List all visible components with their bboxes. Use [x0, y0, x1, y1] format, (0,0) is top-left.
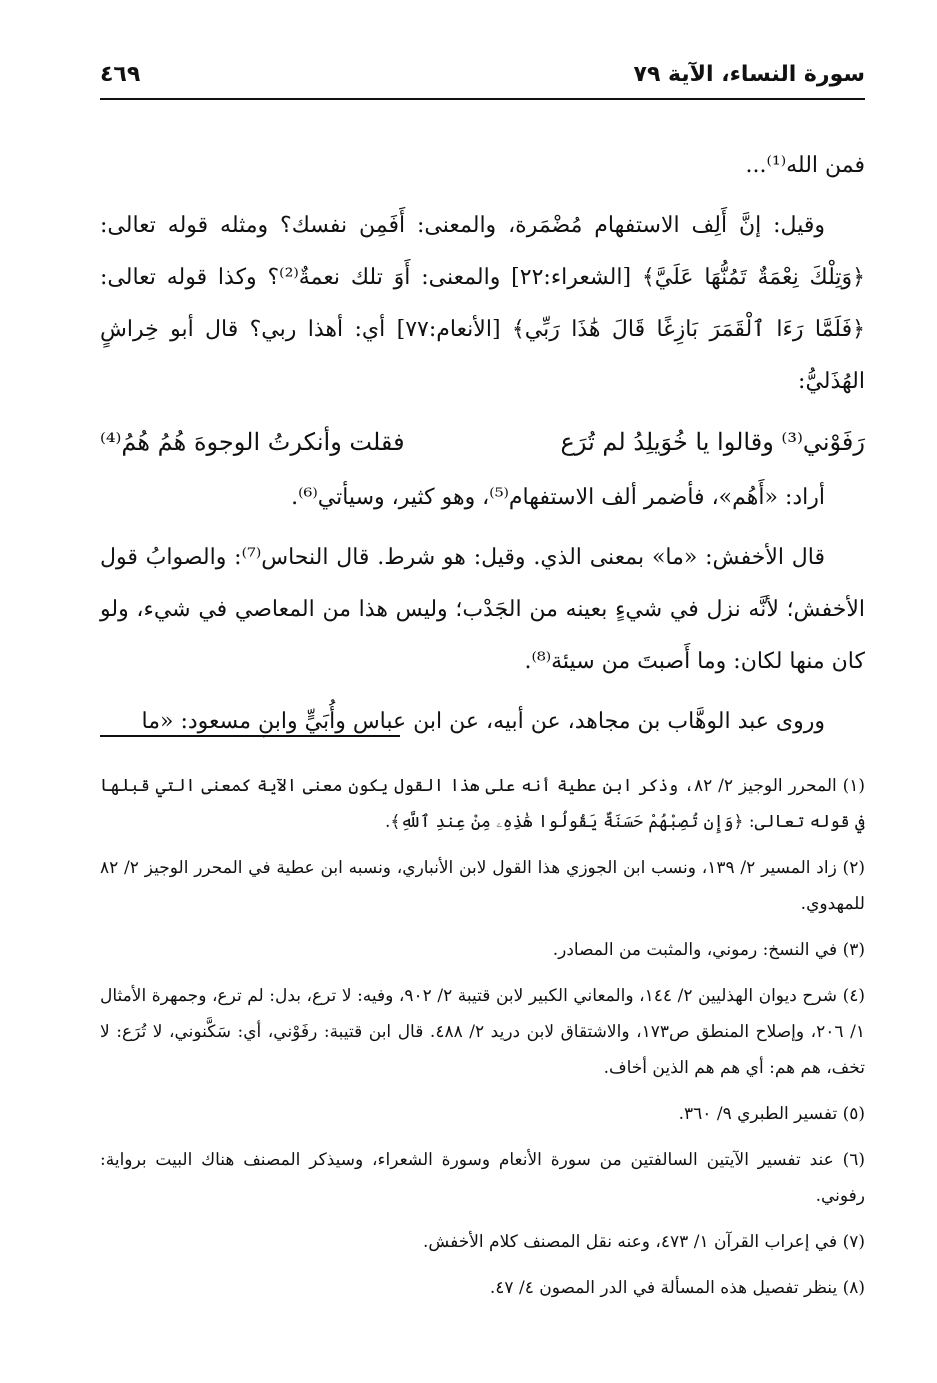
footnotes — [100, 768, 865, 1316]
page-number: ٤٦٩ — [100, 62, 141, 87]
poetry-verse — [100, 416, 865, 468]
footnote-4: (٤) شرح ديوان الهذليين ٢/ ١٤٤، والمعاني الكبير لابن قتيبة ٢/ ٩٠٢، وفيه: لا ترع، بدل: لم ترع، وجمهرة الأمثال ١/ ٢٠٦، وإصلاح المنطق ص١٧٣، والاشتقاق لابن دريد ٢/ ٤٨٨. قال ابن قتيبة: رفَوْني، أي: سَكَّنوني، لا تُرَع: لا تخف، هم هم: أي هم هم الذين أخاف. — [100, 986, 865, 1078]
paragraph-5: وروى عبد الوهَّاب بن مجاهد، عن أبيه، عن ابن عباس وأُبَيٍّ وابنِ مسعود: «ما — [141, 709, 825, 734]
footnote-7: (٧) في إعراب القرآن ١/ ٤٧٣، وعنه نقل المصنف كلام الأخفش. — [423, 1232, 865, 1252]
footnote-5: (٥) تفسير الطبري ٩/ ٣٦٠. — [678, 1104, 865, 1124]
footnote-divider — [100, 735, 400, 737]
footnote-3: (٣) في النسخ: رموني، والمثبت من المصادر. — [552, 940, 865, 960]
footnote-6: (٦) عند تفسير الآيتين السالفتين من سورة الأنعام وسورة الشعراء، وسيذكر المصنف هناك البيت برواية: رفوني. — [100, 1150, 865, 1206]
footnote-1: (١) المحرر الوجيز ٢/ ٨٢، وذكر ابن عطية أنه على هذا القول يكون معنى الآية كمعنى التي قبلها في قوله تعالى: ﴿وَإِن تُصِبْهُمْ حَسَنَةٌ يَقُولُوا هَٰذِهِۦ مِنْ عِندِ ٱللَّهِ﴾. — [100, 776, 866, 832]
main-text — [100, 140, 865, 756]
paragraph-2: وقيل: إنَّ أَلِف الاستفهام مُضْمَرة، والمعنى: أَفَمِن نفسك؟ ومثله قوله تعالى: ﴿وَتِلْكَ نِعْمَةٌ تَمُنُّهَا عَلَيَّ﴾ [الشعراء:٢٢] والمعنى: أَوَ تلك نعمةٌ⁽²⁾؟ وكذا قوله تعالى: ﴿فَلَمَّا رَءَا ٱلْقَمَرَ بَازِغًا قَالَ هَٰذَا رَبِّي﴾ [الأنعام:٧٧] أي: أهذا ربي؟ قال أبو خِراشٍ الهُذَليُّ: — [100, 213, 865, 394]
footnote-2: (٢) زاد المسير ٢/ ١٣٩، ونسب ابن الجوزي هذا القول لابن الأنباري، ونسبه ابن عطية في المحرر الوجيز ٢/ ٨٢ للمهدوي. — [100, 858, 865, 914]
verse-first-hemistich: رَفَوْني⁽³⁾ وقالوا يا خُوَيلِدُ لم تُرَع — [560, 428, 865, 456]
running-title: سورة النساء، الآية ٧٩ — [633, 62, 865, 87]
page-header — [100, 58, 865, 100]
paragraph-3: أراد: «أَهُم»، فأضمر ألف الاستفهام⁽⁵⁾، وهو كثير، وسيأتي⁽⁶⁾. — [291, 485, 825, 510]
paragraph-1: فمن الله⁽¹⁾... — [745, 153, 865, 178]
paragraph-4: قال الأخفش: «ما» بمعنى الذي. وقيل: هو شرط. قال النحاس⁽⁷⁾: والصوابُ قول الأخفش؛ لأنَّه نزل في شيءٍ بعينه من الجَدْب؛ وليس هذا من المعاصي في شيء، ولو كان منها لكان: وما أَصبتَ من سيئة⁽⁸⁾. — [100, 545, 865, 674]
verse-second-hemistich: فقلت وأنكرتُ الوجوهَ هُمُ هُمُ⁽⁴⁾ — [100, 428, 405, 456]
footnote-8: (٨) ينظر تفصيل هذه المسألة في الدر المصون ٤/ ٤٧. — [489, 1278, 865, 1298]
